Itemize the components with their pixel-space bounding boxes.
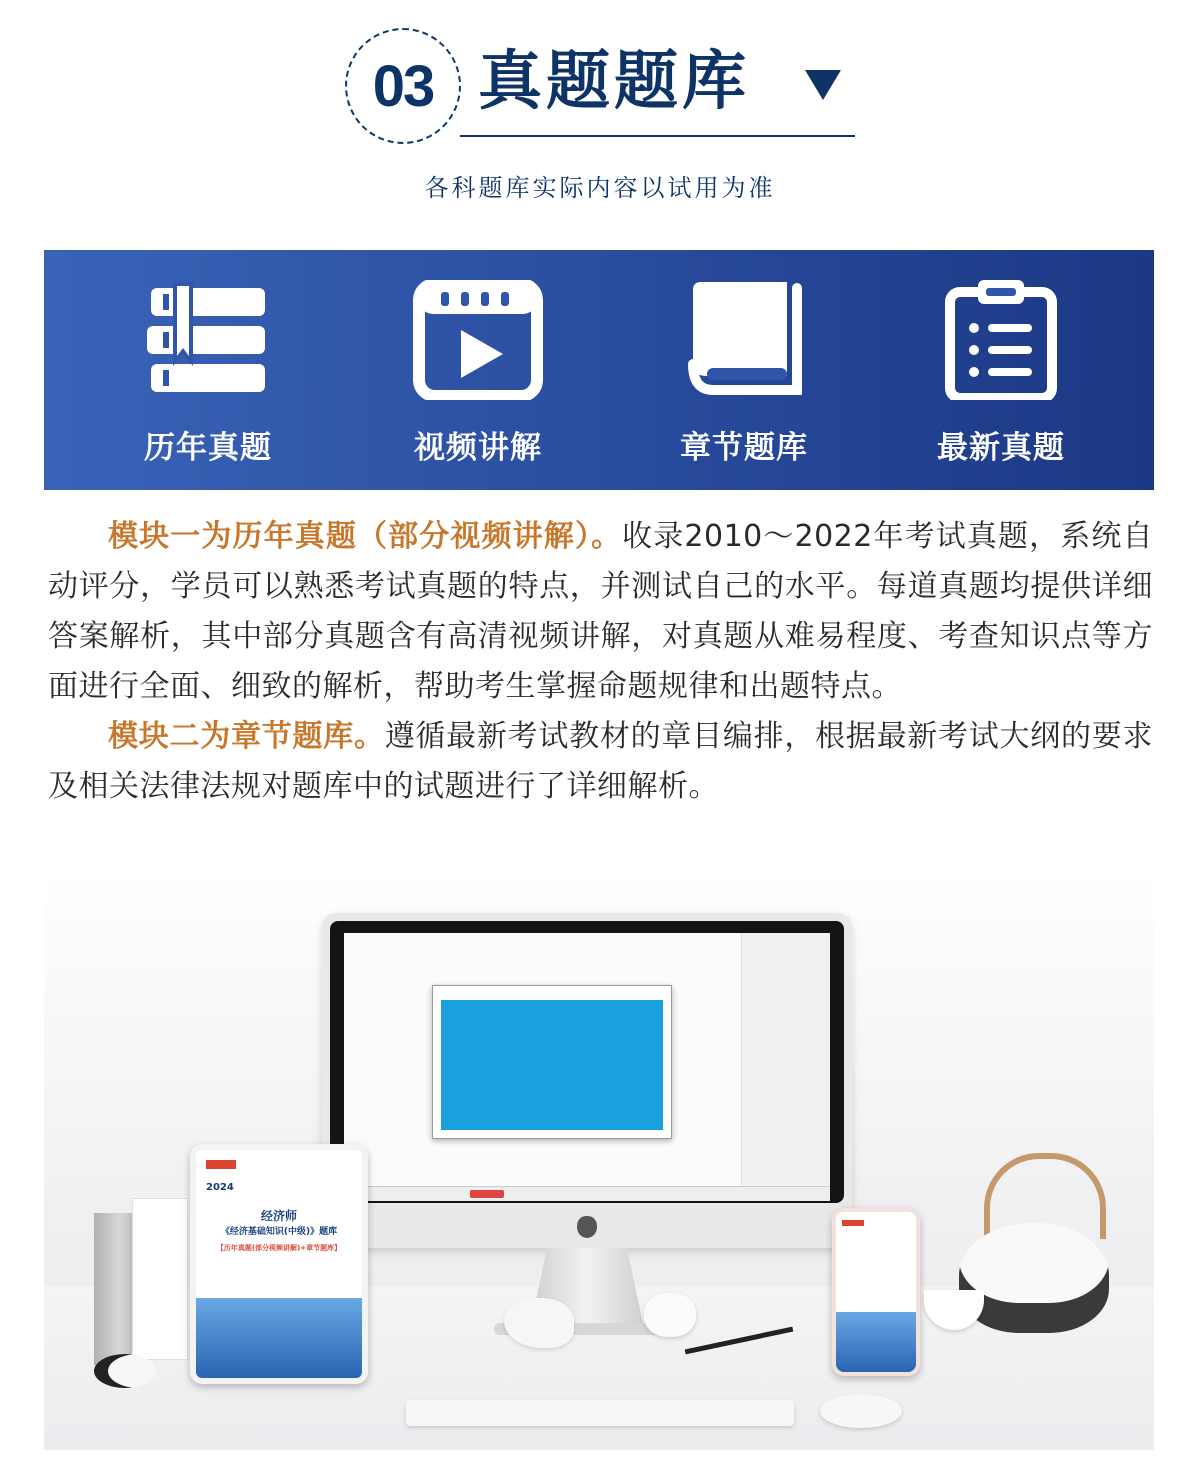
video-play-icon — [413, 280, 543, 400]
smartphone-device — [832, 1208, 920, 1376]
panda-figurine — [94, 1354, 156, 1388]
feature-chapter-bank[interactable] — [644, 280, 844, 480]
monitor-screen — [344, 933, 830, 1201]
dotted-cup — [132, 1198, 188, 1360]
teapot — [959, 1223, 1109, 1333]
cover-title — [196, 1208, 362, 1256]
video-player — [441, 1000, 663, 1130]
module-one-text: 收录2010～2022年考试真题，系统自动评分，学员可以熟悉考试真题的特点，并测试自己的水平。每道真题均提供详细答案解析，其中部分真题含有高清视频讲解，对真题从难易程度、考查知识点等方面进行全面、细致的解析，帮助考生掌握命题规律和出题特点。 — [48, 519, 1153, 704]
feature-label-latest-exams: 最新真题 — [937, 430, 1065, 466]
product-showcase-image — [44, 868, 1154, 1450]
brand-logo — [206, 1160, 236, 1169]
paper-ball — [644, 1293, 696, 1337]
section-number-badge: 03 — [345, 28, 461, 144]
module-description — [48, 512, 1153, 812]
module-two-title: 模块二为章节题库。 — [108, 719, 385, 754]
feature-label-video: 视频讲解 — [414, 430, 542, 466]
submit-pill — [470, 1190, 504, 1198]
keyboard — [406, 1400, 794, 1426]
cover-graphic — [196, 1298, 362, 1378]
phone-brand-logo — [842, 1220, 864, 1226]
book-stack-bookmark-icon — [143, 280, 273, 400]
cover-year: 2024 — [206, 1182, 234, 1193]
feature-latest-exams[interactable] — [901, 280, 1101, 480]
cover-title-sub: 《经济基础知识(中级)》题库 — [220, 1227, 338, 1237]
screen-toolbar — [344, 1186, 830, 1201]
feature-banner — [44, 250, 1154, 490]
answer-sheet-panel — [741, 933, 830, 1201]
feature-video[interactable] — [378, 280, 578, 480]
feature-label-chapter-bank: 章节题库 — [680, 430, 808, 466]
tablet-device — [190, 1144, 368, 1384]
triangle-down-icon — [805, 70, 841, 100]
video-popup — [432, 985, 672, 1139]
section-subtitle: 各科题库实际内容以试用为准 — [424, 174, 776, 202]
module-one-title: 模块一为历年真题（部分视频讲解）。 — [108, 519, 623, 554]
book-icon — [679, 280, 809, 400]
mouse — [820, 1394, 902, 1428]
title-divider — [460, 135, 855, 137]
module-two-paragraph — [48, 712, 1153, 812]
feature-past-exams[interactable] — [108, 280, 308, 480]
desktop-monitor — [322, 913, 852, 1248]
clipboard-list-icon — [936, 280, 1066, 400]
module-one-paragraph — [48, 512, 1153, 712]
cover-tagline: 【历年真题(部分视频讲解)+章节题库】 — [216, 1244, 342, 1252]
section-title: 真题题库 — [478, 45, 750, 119]
module-two-text: 遵循最新考试教材的章目编排，根据最新考试大纲的要求及相关法律法规对题库中的试题进行了详细解析。 — [48, 719, 1154, 804]
apple-logo-icon — [577, 1216, 597, 1238]
cover-title-main: 经济师 — [260, 1209, 297, 1223]
phone-cover-graphic — [836, 1312, 916, 1372]
tablet-book-cover — [196, 1150, 362, 1378]
section-header — [0, 0, 1200, 250]
feature-label-past-exams: 历年真题 — [144, 430, 272, 466]
